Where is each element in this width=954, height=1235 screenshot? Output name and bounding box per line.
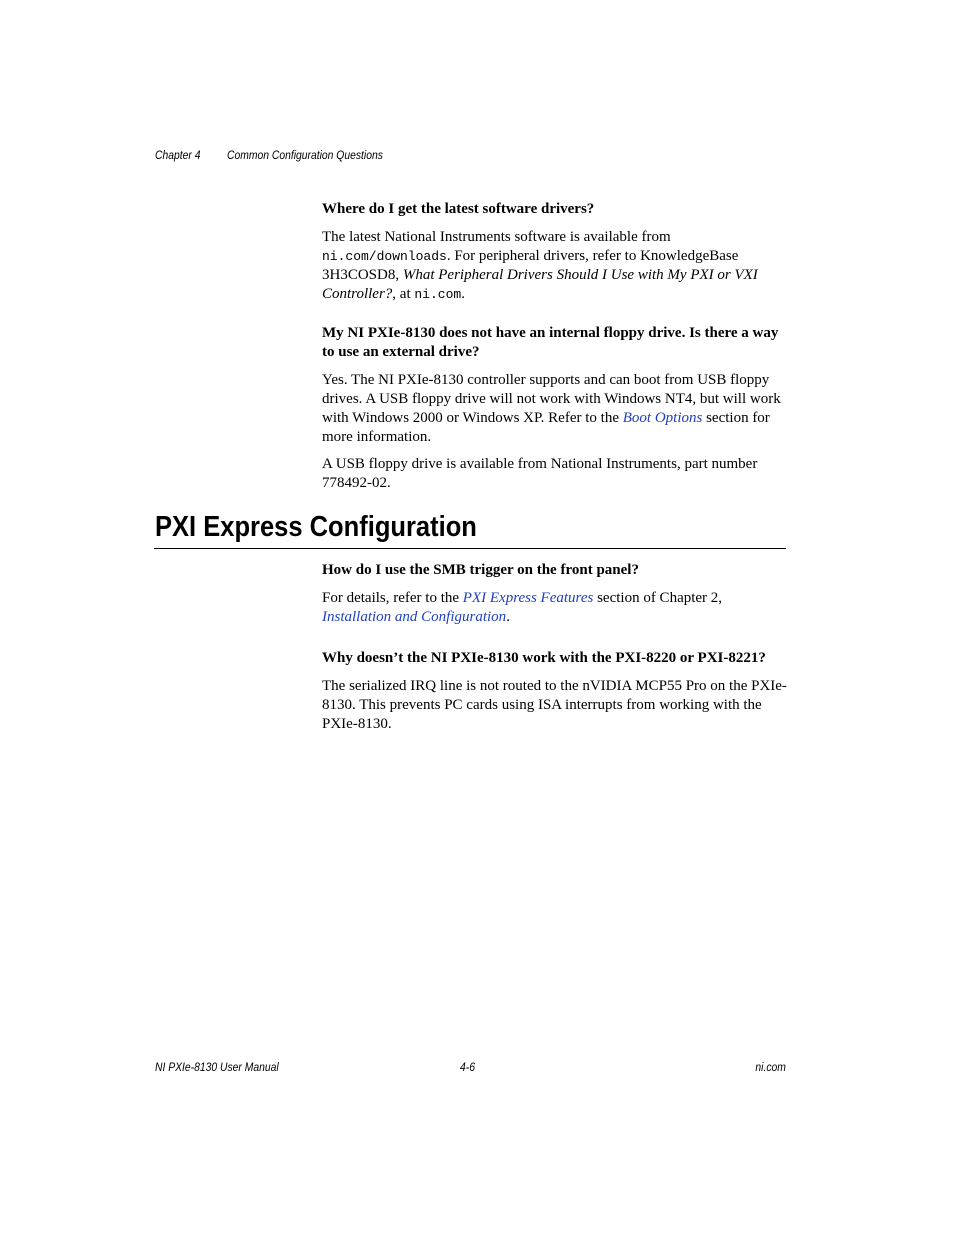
pxi-express-features-link[interactable]: PXI Express Features [462,590,594,606]
footer-page-number: 4-6 [460,1062,475,1074]
answer-latest-drivers [322,228,788,304]
answer-floppy-part-number: A USB floppy drive is available from National Instruments, part number 778492-02. [322,456,758,491]
ni-url: ni.com [414,287,462,302]
answer-text: Yes. The NI PXIe-8130 controller supports and can boot from USB floppy drives. A USB floppy drive will not work with Windows NT4, but will work with Windows 2000 or Windows XP. Refer to the [322,372,781,426]
question-latest-drivers: Where do I get the latest software drivers? [322,201,595,217]
answer-text: For details, refer to the [322,590,463,606]
answer-text: . [461,286,465,302]
downloads-url: ni.com/downloads [322,249,447,264]
answer-text: . [506,609,510,625]
footer-manual-title: NI PXIe-8130 User Manual [155,1062,279,1074]
question-floppy-drive: My NI PXIe-8130 does not have an internal floppy drive. Is there a way to use an external drive? [322,325,779,360]
boot-options-link[interactable]: Boot Options [622,410,703,426]
section-rule [154,548,786,549]
section-title: PXI Express Configuration [155,511,477,543]
question-pxi-8220: Why doesn’t the NI PXIe-8130 work with the PXI-8220 or PXI-8221? [322,650,766,666]
answer-floppy-drive [322,371,788,447]
header-title: Common Configuration Questions [227,150,383,162]
question-smb-trigger: How do I use the SMB trigger on the front panel? [322,562,639,578]
answer-text: section of Chapter 2, [593,590,723,606]
running-header [155,150,383,162]
footer-website: ni.com [755,1062,786,1074]
answer-text: The latest National Instruments software is available from [322,229,671,245]
answer-pxi-8220: The serialized IRQ line is not routed to the nVIDIA MCP55 Pro on the PXIe-8130. This prevents PC cards using ISA interrupts from working with the PXIe-8130. [322,678,787,732]
header-chapter: Chapter 4 [155,150,201,162]
answer-text: section for more information. [322,410,770,445]
kb-article-title: What Peripheral Drivers Should I Use with My PXI or VXI Controller? [322,267,758,302]
answer-text: . For peripheral drivers, refer to KnowledgeBase 3H3COSD8, [322,248,739,283]
answer-smb-trigger [322,589,788,627]
installation-configuration-link[interactable]: Installation and Configuration [322,609,507,625]
answer-text: , at [392,286,415,302]
